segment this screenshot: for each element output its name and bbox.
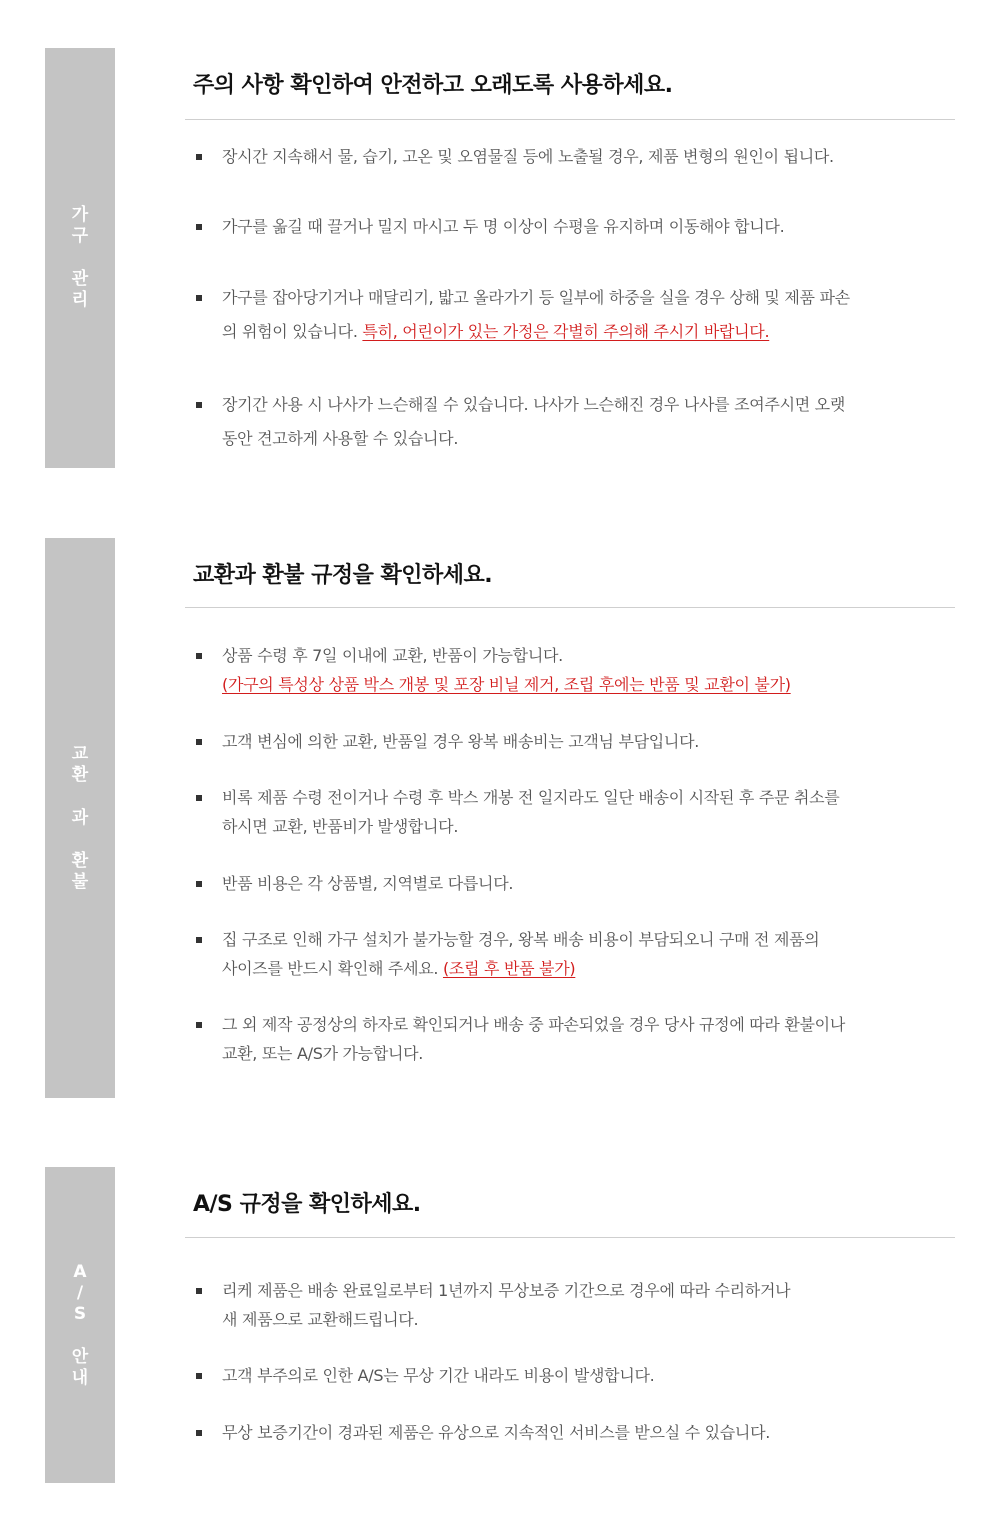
- item-text: 반품 비용은 각 상품별, 지역별로 다릅니다.: [222, 874, 514, 893]
- bullet-icon: [196, 402, 202, 408]
- side-char: 안: [71, 1346, 89, 1367]
- side-char: 관: [71, 269, 89, 289]
- side-char: 가: [71, 205, 89, 225]
- bullet-icon: [196, 1373, 202, 1379]
- side-char: 과: [71, 807, 89, 828]
- bullet-icon: [196, 937, 202, 943]
- bullet-icon: [196, 1430, 202, 1436]
- bullet-icon: [196, 653, 202, 659]
- side-char: 구: [71, 226, 89, 246]
- side-char: 리: [71, 290, 89, 310]
- bullet-icon: [196, 154, 202, 160]
- bullet-icon: [196, 224, 202, 230]
- item-text: 교환, 또는 A/S가 가능합니다.: [222, 1044, 424, 1063]
- side-char: S: [73, 1303, 87, 1324]
- side-char: /: [76, 1282, 84, 1303]
- side-char: A: [73, 1261, 87, 1282]
- item-text: 고객 부주의로 인한 A/S는 무상 기간 내라도 비용이 발생합니다.: [222, 1366, 655, 1385]
- bullet-icon: [196, 1288, 202, 1294]
- item-text: 사이즈를 반드시 확인해 주세요.: [222, 959, 443, 978]
- section-title: 교환과 환불 규정을 확인하세요.: [193, 563, 493, 588]
- divider: [185, 1237, 955, 1238]
- item-text: 비록 제품 수령 전이거나 수령 후 박스 개봉 전 일지라도 일단 배송이 시작된 후 주문 취소를: [222, 788, 840, 807]
- warning-text: (조립 후 반품 불가): [442, 959, 576, 978]
- side-char: 내: [71, 1367, 89, 1388]
- item-text: 고객 변심에 의한 교환, 반품일 경우 왕복 배송비는 고객님 부담입니다.: [222, 732, 700, 751]
- side-char: 환: [71, 850, 89, 871]
- warning-text: 특히, 어린이가 있는 가정은 각별히 주의해 주시기 바랍니다.: [362, 322, 770, 341]
- item-text: 하시면 교환, 반품비가 발생합니다.: [222, 817, 459, 836]
- item-text: 장시간 지속해서 물, 습기, 고온 및 오염물질 등에 노출될 경우, 제품 변형의 원인이 됩니다.: [222, 147, 834, 166]
- bullet-icon: [196, 881, 202, 887]
- side-tab-furniture-care: [45, 48, 115, 468]
- side-char: 불: [71, 871, 89, 892]
- item-text: 무상 보증기간이 경과된 제품은 유상으로 지속적인 서비스를 받으실 수 있습니다.: [222, 1423, 771, 1442]
- item-text: 새 제품으로 교환해드립니다.: [222, 1310, 419, 1329]
- bullet-icon: [196, 1022, 202, 1028]
- divider: [185, 607, 955, 608]
- side-label: [72, 744, 88, 893]
- item-text: 의 위험이 있습니다.: [222, 322, 363, 341]
- bullet-icon: [196, 739, 202, 745]
- item-text: 상품 수령 후 7일 이내에 교환, 반품이 가능합니다.: [222, 646, 563, 665]
- bullet-icon: [196, 795, 202, 801]
- side-char: 환: [71, 764, 89, 785]
- divider: [185, 119, 955, 120]
- item-text: 가구를 옮길 때 끌거나 밀지 마시고 두 명 이상이 수평을 유지하며 이동해야 합니다.: [222, 217, 785, 236]
- warning-text: (가구의 특성상 상품 박스 개봉 및 포장 비닐 제거, 조립 후에는 반품 및 교환이 불가): [222, 675, 791, 694]
- side-tab-exchange-refund: [45, 538, 115, 1098]
- section-title: 주의 사항 확인하여 안전하고 오래도록 사용하세요.: [193, 73, 673, 98]
- item-text: 리케 제품은 배송 완료일로부터 1년까지 무상보증 기간으로 경우에 따라 수리하거나: [222, 1281, 791, 1300]
- section-title: A/S 규정을 확인하세요.: [193, 1192, 421, 1217]
- item-text: 동안 견고하게 사용할 수 있습니다.: [222, 429, 459, 448]
- side-label: [72, 1262, 88, 1389]
- item-text: 가구를 잡아당기거나 매달리기, 밟고 올라가기 등 일부에 하중을 실을 경우 상해 및 제품 파손: [222, 288, 850, 307]
- item-text: 그 외 제작 공정상의 하자로 확인되거나 배송 중 파손되었을 경우 당사 규정에 따라 환불이나: [222, 1015, 845, 1034]
- side-label: [72, 205, 88, 311]
- side-char: 교: [71, 743, 89, 764]
- item-text: 장기간 사용 시 나사가 느슨해질 수 있습니다. 나사가 느슨해진 경우 나사를 조여주시면 오랫: [222, 395, 845, 414]
- item-text: 집 구조로 인해 가구 설치가 불가능할 경우, 왕복 배송 비용이 부담되오니 구매 전 제품의: [222, 930, 820, 949]
- side-tab-as-guide: [45, 1167, 115, 1483]
- bullet-icon: [196, 295, 202, 301]
